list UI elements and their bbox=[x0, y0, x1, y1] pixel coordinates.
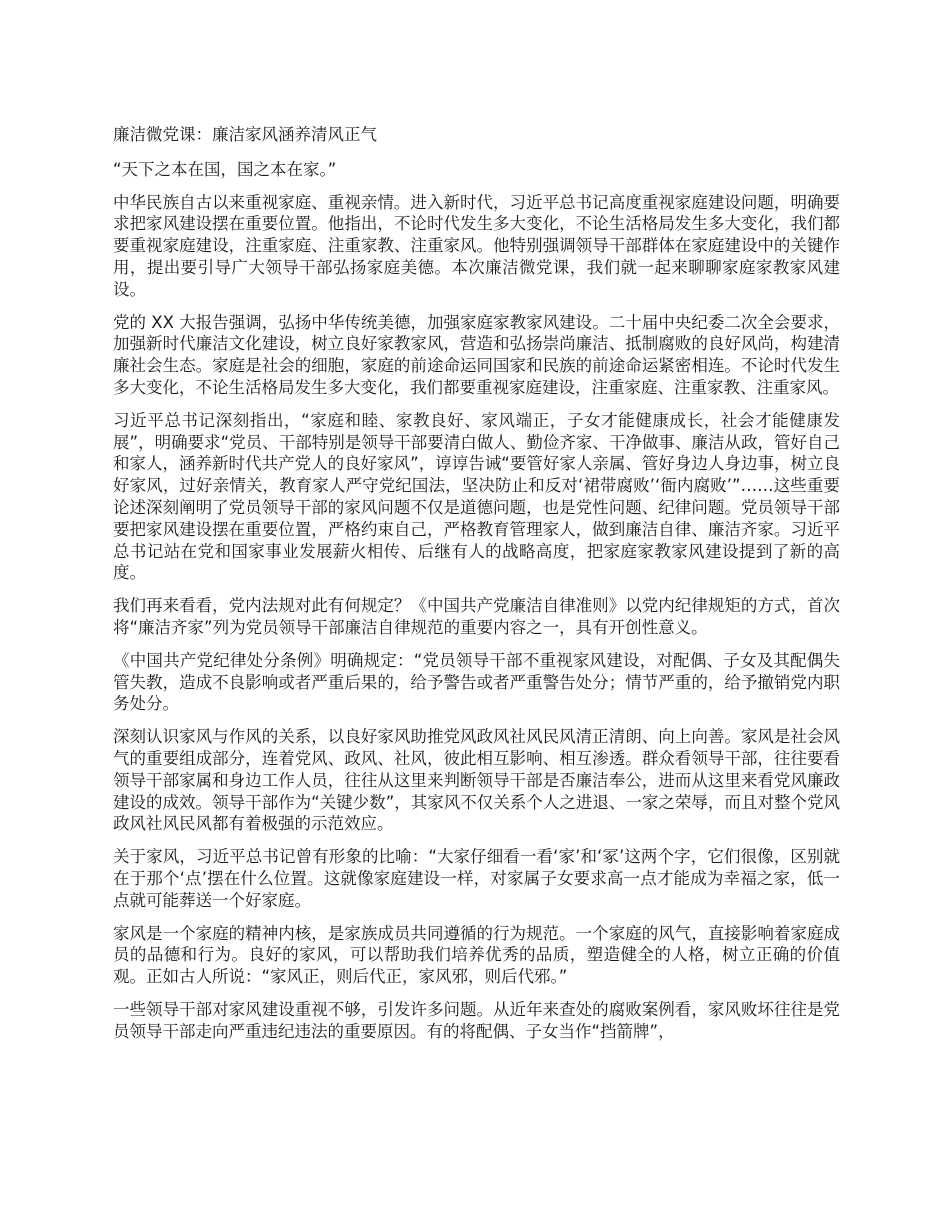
paragraph-quote: “天下之本在国，国之本在家。” bbox=[113, 159, 337, 179]
paragraph: 《中国共产党纪律处分条例》明确规定：“党员领导干部不重视家风建设，对配偶、子女及其配偶失管失教，造成不良影响或者严重后果的，给予警告或者严重警告处分；情节严重的，给予撤销党内职务处分。 bbox=[113, 650, 840, 714]
paragraph: 党的 XX 大报告强调，弘扬中华传统美德，加强家庭家教家风建设。二十届中央纪委二次全会要求，加强新时代廉洁文化建设，树立良好家教家风，营造和弘扬崇尚廉洁、抵制腐败的良好风尚，构建清廉社会生态。家庭是社会的细胞，家庭的前途命运同国家和民族的前途命运紧密相连。不论时代发生多大变化，不论生活格局发生多大变化，我们都要重视家庭建设，注重家庭、注重家教、注重家风。 bbox=[113, 312, 840, 397]
paragraph: 习近平总书记深刻指出，“家庭和睦、家教良好、家风端正，子女才能健康成长，社会才能健康发展”，明确要求“党员、干部特别是领导干部要清白做人、勤俭齐家、干净做事、廉洁从政，管好自己和家人，涵养新时代共产党人的良好家风”，谆谆告诫“要管好家人亲属、管好身边人身边事，树立良好家风，过好亲情关，教育家人严守党纪国法，坚决防止和反对‘裙带腐败’‘衙内腐败’”……这些重要论述深刻阐明了党员领导干部的家风问题不仅是道德问题，也是党性问题、纪律问题。党员领导干部要把家风建设摆在重要位置，严格约束自己，严格教育管理家人，做到廉洁自律、廉洁齐家。习近平总书记站在党和国家事业发展薪火相传、后继有人的战略高度，把家庭家教家风建设提到了新的高度。 bbox=[113, 410, 840, 583]
paragraph: 深刻认识家风与作风的关系，以良好家风助推党风政风社风民风清正清朗、向上向善。家风是社会风气的重要组成部分，连着党风、政风、社风，彼此相互影响、相互渗透。群众看领导干部，往往要看领导干部家属和身边工作人员，往往从这里来判断领导干部是否廉洁奉公，进而从这里来看党风廉政建设的成效。领导干部作为“关键少数”，其家风不仅关系个人之进退、一家之荣辱，而且对整个党风政风社风民风都有着极强的示范效应。 bbox=[113, 727, 840, 834]
paragraph: 我们再来看看，党内法规对此有何规定？《中国共产党廉洁自律准则》以党内纪律规矩的方式，首次将“廉洁齐家”列为党员领导干部廉洁自律规范的重要内容之一，具有开创性意义。 bbox=[113, 596, 840, 637]
paragraph: 一些领导干部对家风建设重视不够，引发许多问题。从近年来查处的腐败案例看，家风败坏往往是党员领导干部走向严重违纪违法的重要原因。有的将配偶、子女当作“挡箭牌”， bbox=[113, 999, 840, 1041]
paragraph: 关于家风，习近平总书记曾有形象的比喻：“大家仔细看一看‘家’和‘冢’这两个字，它们很像，区别就在于那个‘点’摆在什么位置。这就像家庭建设一样，对家属子女要求高一点才能成为幸福之家，低一点就可能葬送一个好家庭。 bbox=[113, 847, 840, 910]
document-title: 廉洁微党课：廉洁家风涵养清风正气 bbox=[113, 125, 377, 144]
paragraph: 中华民族自古以来重视家庭、重视亲情。进入新时代，习近平总书记高度重视家庭建设问题，明确要求把家风建设摆在重要位置。他指出，不论时代发生多大变化，不论生活格局发生多大变化，我们都要重视家庭建设，注重家庭、注重家教、注重家风。他特别强调领导干部群体在家庭建设中的关键作用，提出要引导广大领导干部弘扬家庭美德。本次廉洁微党课，我们就一起来聊聊家庭家教家风建设。 bbox=[113, 192, 840, 299]
document-page bbox=[113, 124, 840, 1053]
paragraph: 家风是一个家庭的精神内核，是家族成员共同遵循的行为规范。一个家庭的风气，直接影响着家庭成员的品德和行为。良好的家风，可以帮助我们培养优秀的品质，塑造健全的人格，树立正确的价值观。正如古人所说：“家风正，则后代正，家风邪，则后代邪。” bbox=[113, 923, 840, 987]
